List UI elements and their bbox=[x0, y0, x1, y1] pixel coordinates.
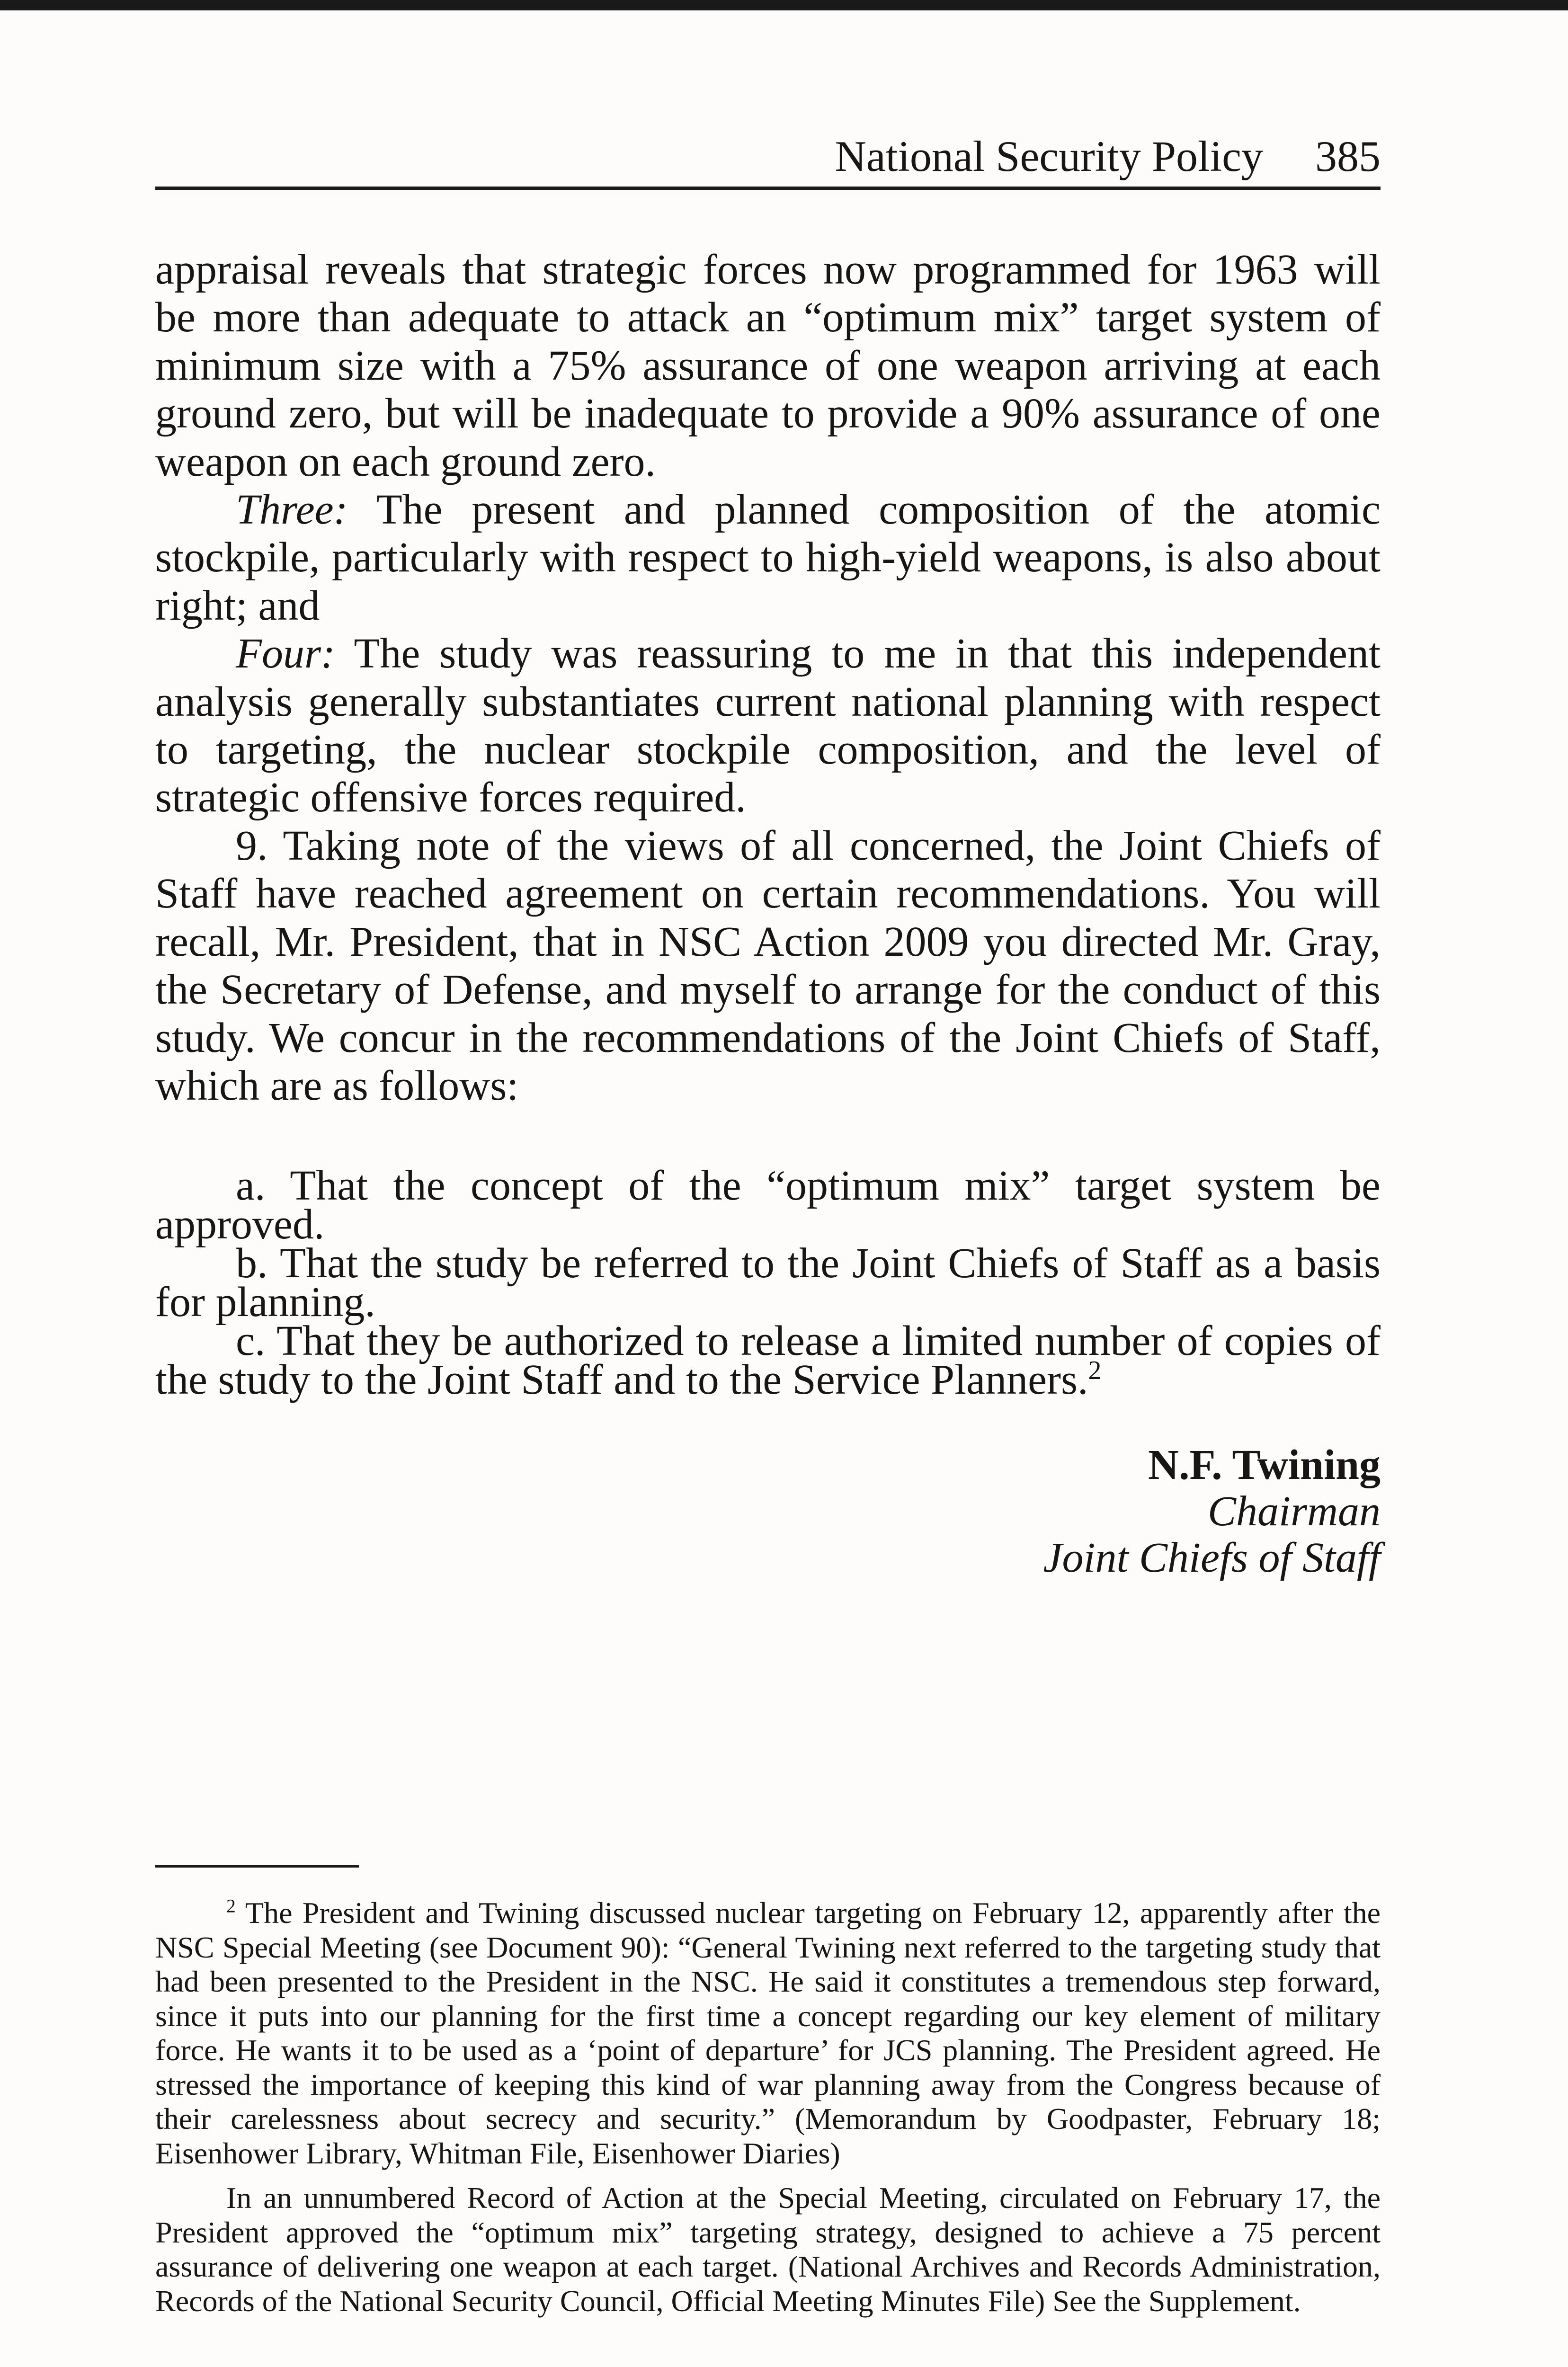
recommendation-b: b. That the study be referred to the Joint Chiefs of Staff as a basis for planning. bbox=[155, 1240, 1381, 1326]
footnotes bbox=[155, 1896, 1381, 2318]
footnote-rule bbox=[155, 1865, 359, 1868]
paragraph-label-three: Three: bbox=[236, 486, 348, 534]
paragraph-four-text: The study was reassuring to me in that this independent analysis generally substantiates current national planning with respect to targeting, the nuclear stockpile composition, and the level of strategic offensive forces required. bbox=[155, 630, 1381, 821]
paragraph-three bbox=[155, 486, 1381, 630]
recommendation-c-text: c. That they be authorized to release a limited number of copies of the study to the Joint Staff and to the Service Planners. bbox=[155, 1317, 1381, 1404]
footnote-2-continued: In an unnumbered Record of Action at the Special Meeting, circulated on February 17, the President approved the “optimum mix” targeting strategy, designed to achieve a 75 percent assurance of delivering one weapon at each target. (National Archives and Records Administration, Records of the National Security Council, Official Meeting Minutes File) See the Supplement. bbox=[155, 2181, 1381, 2318]
footnote-marker: 2 bbox=[226, 1895, 236, 1917]
body-text bbox=[155, 246, 1381, 1404]
signatory-name: N.F. Twining bbox=[1148, 1442, 1381, 1489]
recommendations-list bbox=[155, 1162, 1381, 1404]
paragraph-continuation: appraisal reveals that strategic forces now programmed for 1963 will be more than adequate to attack an “optimum mix” target system of minimum size with a 75% assurance of one weapon arriving at each ground zero, but will be inadequate to provide a 90% assurance of one weapon on each ground zero. bbox=[155, 246, 1381, 485]
footnote-reference[interactable]: 2 bbox=[1088, 1356, 1102, 1386]
signatory-organization: Joint Chiefs of Staff bbox=[1043, 1534, 1381, 1582]
recommendation-c bbox=[155, 1317, 1381, 1404]
running-header bbox=[155, 128, 1381, 185]
running-title: National Security Policy bbox=[835, 132, 1263, 180]
paragraph-label-four: Four: bbox=[236, 630, 335, 677]
footnote-2 bbox=[155, 1896, 1381, 2171]
signature-block bbox=[155, 1442, 1381, 1581]
document-page bbox=[155, 128, 1381, 2318]
footnote-2-text: The President and Twining discussed nuclear targeting on February 12, apparently after the NSC Special Meeting (see Document 90): “General Twining next referred to the targeting study that had been presented to the President in the NSC. He said it constitutes a tremendous step forward, since it puts into our planning for the first time a concept regarding our key element of military force. He wants it to be used as a ‘point of departure’ for JCS planning. The President agreed. He stressed the importance of keeping this kind of war planning away from the Congress because of their carelessness about secrecy and security.” (Memorandum by Goodpaster, February 18; Eisenhower Library, Whitman File, Eisenhower Diaries) bbox=[155, 1896, 1381, 2170]
page-top-border bbox=[0, 0, 1568, 10]
recommendation-a: a. That the concept of the “optimum mix” target system be approved. bbox=[155, 1162, 1381, 1248]
header-rule bbox=[155, 187, 1381, 190]
signatory-title: Chairman bbox=[1207, 1488, 1381, 1535]
paragraph-nine: 9. Taking note of the views of all concerned, the Joint Chiefs of Staff have reached agreement on certain recommendations. You will recall, Mr. President, that in NSC Action 2009 you directed Mr. Gray, the Secretary of Defense, and myself to arrange for the conduct of this study. We concur in the recommendations of the Joint Chiefs of Staff, which are as follows: bbox=[155, 822, 1381, 1109]
paragraph-four bbox=[155, 630, 1381, 822]
paragraph-three-text: The present and planned composition of the atomic stockpile, particularly with respect to high-yield weapons, is also about right; and bbox=[155, 486, 1381, 629]
page-number: 385 bbox=[1315, 132, 1381, 180]
